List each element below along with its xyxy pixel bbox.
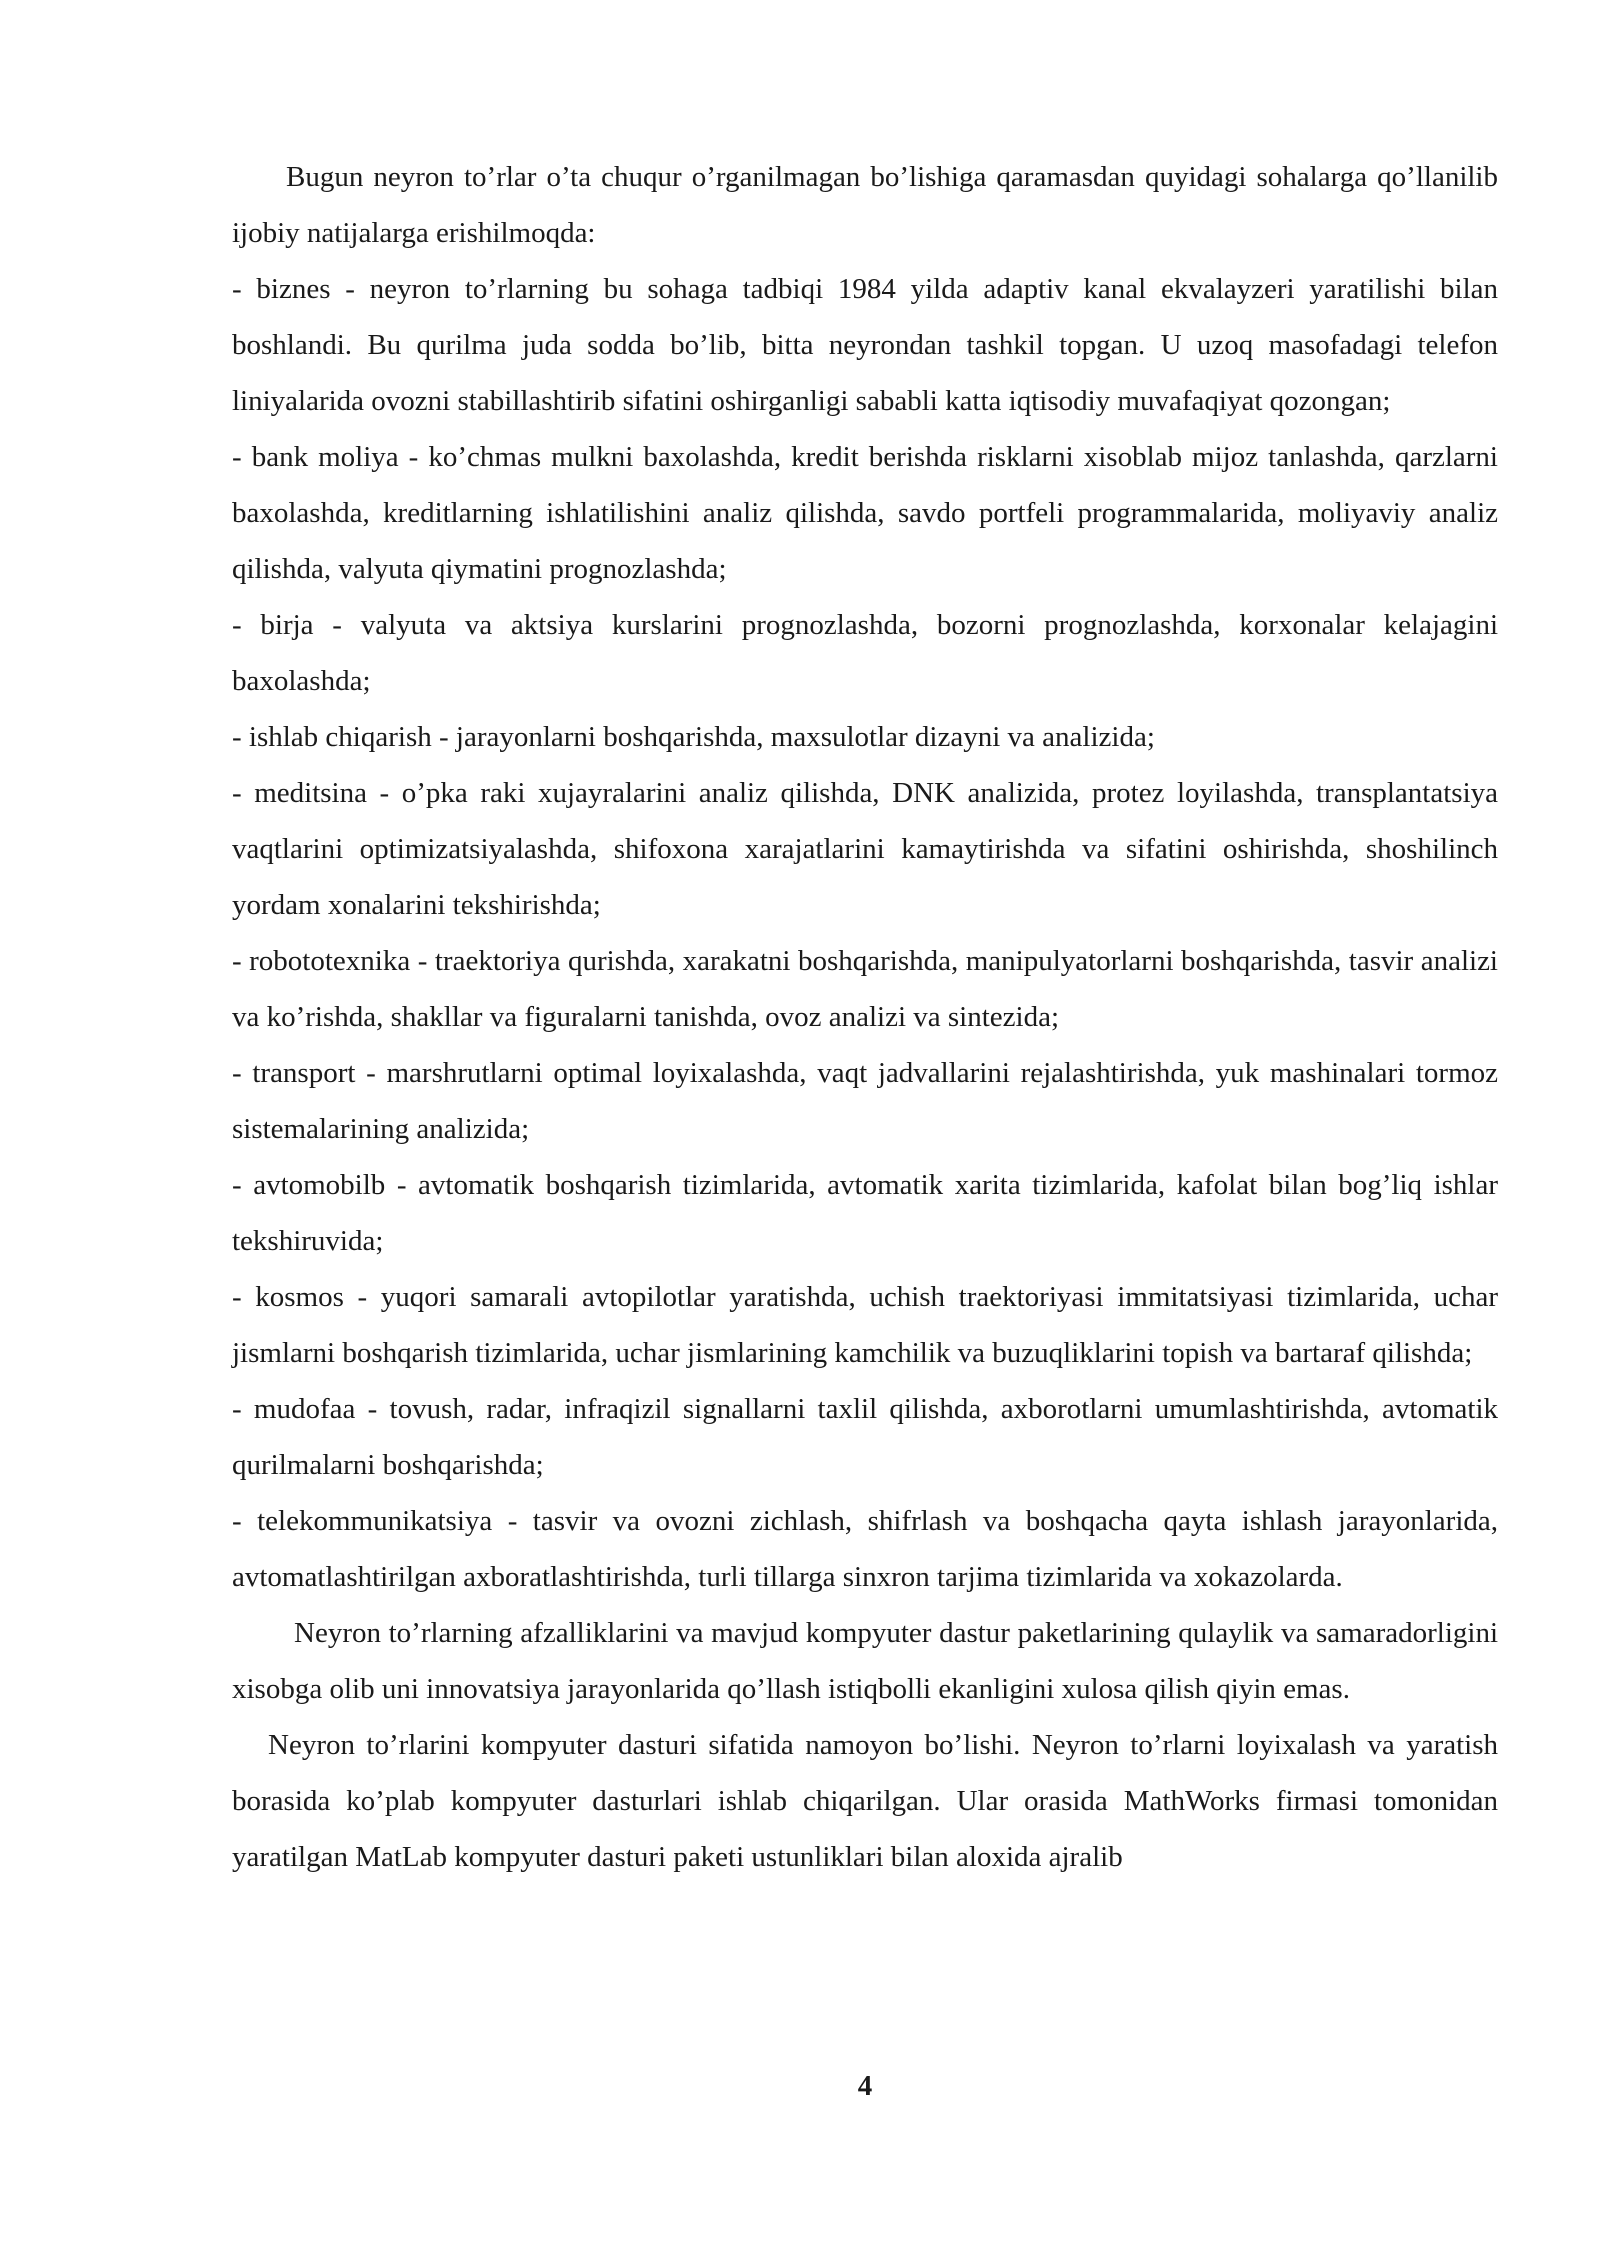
list-item-telekommunikatsiya: - telekommunikatsiya - tasvir va ovozni zichlash, shifrlash va boshqacha qayta ishlash jarayonlarida, avtomatlashtirilgan axboratlashtirishda, turli tillarga sinxron tarjima tizimlarida va xokazolarda. — [232, 1505, 1498, 1593]
page-number: 4 — [857, 2070, 873, 2102]
list-item-ishlab-chiqarish: - ishlab chiqarish - jarayonlarni boshqarishda, maxsulotlar dizayni va analizida; — [232, 721, 1155, 753]
list-item-biznes: - biznes - neyron to’rlarning bu sohaga tadbiqi 1984 yilda adaptiv kanal ekvalayzeri yaratilishi bilan boshlandi. Bu qurilma juda sodda bo’lib, bitta neyrondan tashkil topgan. U uzoq masofadagi telefon liniyalarida ovozni stabillashtirib sifatini oshirganligi sababli katta iqtisodiy muvafaqiyat qozongan; — [232, 273, 1498, 417]
list-item-bank-moliya: - bank moliya - ko’chmas mulkni baxolashda, kredit berishda risklarni xisoblab mijoz tanlashda, qarzlarni baxolashda, kreditlarning ishlatilishini analiz qilishda, savdo portfeli programmalarida, moliyaviy analiz qilishda, valyuta qiymatini prognozlashda; — [232, 441, 1498, 585]
list-item-robototexnika: - robototexnika - traektoriya qurishda, xarakatni boshqarishda, manipulyatorlarni boshqarishda, tasvir analizi va ko’rishda, shakllar va figuralarni tanishda, ovoz analizi va sintezida; — [232, 945, 1498, 1033]
list-item-avtomobilb: - avtomobilb - avtomatik boshqarish tizimlarida, avtomatik xarita tizimlarida, kafolat bilan bog’liq ishlar tekshiruvida; — [232, 1169, 1498, 1257]
list-item-kosmos: - kosmos - yuqori samarali avtopilotlar yaratishda, uchish traektoriyasi immitatsiyasi tizimlarida, uchar jismlarni boshqarish tizimlarida, uchar jismlarining kamchilik va buzuqliklarini topish va bartaraf qilishda; — [232, 1281, 1498, 1369]
list-item-transport: - transport - marshrutlarni optimal loyixalashda, vaqt jadvallarini rejalashtirishda, yuk mashinalari tormoz sistemalarining analizida; — [232, 1057, 1498, 1145]
list-item-mudofaa: - mudofaa - tovush, radar, infraqizil signallarni taxlil qilishda, axborotlarni umumlashtirishda, avtomatik qurilmalarni boshqarishda; — [232, 1393, 1498, 1481]
intro-paragraph: Bugun neyron to’rlar o’ta chuqur o’rganilmagan bo’lishiga qaramasdan quyidagi sohalarga qo’llanilib ijobiy natijalarga erishilmoqda: — [232, 161, 1498, 249]
list-item-birja: - birja - valyuta va aktsiya kurslarini prognozlashda, bozorni prognozlashda, korxonalar kelajagini baxolashda; — [232, 609, 1498, 697]
list-item-meditsina: - meditsina - o’pka raki xujayralarini analiz qilishda, DNK analizida, protez loyilashda, transplantatsiya vaqtlarini optimizatsiyalashda, shifoxona xarajatlarini kamaytirishda va sifatini oshirishda, shoshilinch yordam xonalarini tekshirishda; — [232, 777, 1498, 921]
conclusion-paragraph: Neyron to’rlarning afzalliklarini va mavjud kompyuter dastur paketlarining qulaylik va samaradorligini xisobga olib uni innovatsiya jarayonlarida qo’llash istiqbolli ekanligini xulosa qilish qiyin emas. — [232, 1617, 1498, 1705]
software-paragraph: Neyron to’rlarini kompyuter dasturi sifatida namoyon bo’lishi. Neyron to’rlarni loyixalash va yaratish borasida ko’plab kompyuter dasturlari ishlab chiqarilgan. Ular orasida MathWorks firmasi tomonidan yaratilgan MatLab kompyuter dasturi paketi ustunliklari bilan aloxida ajralib — [232, 1729, 1498, 1873]
document-body — [232, 149, 1498, 1885]
